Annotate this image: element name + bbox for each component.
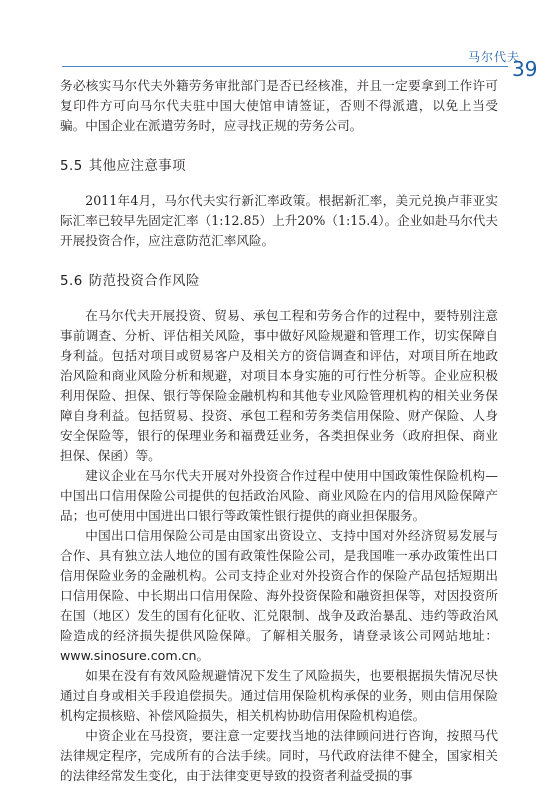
section-number: 5.5 xyxy=(60,159,83,174)
page-content xyxy=(60,76,498,786)
sinosure-website-link[interactable]: www.sinosure.com.cn xyxy=(60,648,197,663)
header-rule xyxy=(62,66,508,67)
running-header-title: 马尔代夫 xyxy=(468,50,521,64)
section-title-text: 防范投资合作风险 xyxy=(88,274,200,289)
risk-paragraph-2: 建议企业在马尔代夫开展对外投资合作过程中使用中国政策性保险机构—中国出口信用保险公司提供的包括政治风险、商业风险在内的信用风险保障产品；也可使用中国进出口银行等政策性银行提供的商业担保服务。 xyxy=(60,468,498,523)
risk-paragraph-5: 中资企业在马投资，要注意一定要找当地的法律顾问进行咨询，按照马代法律规定程序，完成所有的合法手续。同时，马代政府法律不健全，国家相关的法律经常发生变化，由于法律变更导致的投资者利益受损的事 xyxy=(60,728,498,783)
website-suffix: 。 xyxy=(196,648,210,663)
risk-paragraph-1: 在马尔代夫开展投资、贸易、承包工程和劳务合作的过程中，要特别注意事前调查、分析、评估相关风险，事中做好风险规避和管理工作，切实保障自身利益。包括对项目或贸易客户及相关方的资信调查和评估，对项目所在地政治风险和商业风险分析和规避，对项目本身实施的可行性分析等。企业应积极利用保险、担保、银行等保险金融机构和其他专业风险管理机构的相关业务保障自身利益。包括贸易、投资、承包工程和劳务类信用保险、财产保险、人身安全保险等，银行的保理业务和福费廷业务，各类担保业务（政府担保、商业担保、保函）等。 xyxy=(60,308,498,463)
page-number: 39 xyxy=(512,57,538,81)
exchange-rate-paragraph: 2011年4月，马尔代夫实行新汇率政策。根据新汇率，美元兑换卢菲亚实际汇率已较早先固定汇率（1:12.85）上升20%（1:15.4）。企业如赴马尔代夫开展投资合作，应注意防范汇率风险。 xyxy=(60,193,498,248)
sinosure-description: 中国出口信用保险公司是由国家出资设立、支持中国对外经济贸易发展与合作、具有独立法人地位的国有政策性保险公司，是我国唯一承办政策性出口信用保险业务的金融机构。公司支持企业对外投资合作的保险产品包括短期出口信用保险、中长期出口信用保险、海外投资保险和融资担保等，对因投资所在国（地区）发生的国有化征收、汇兑限制、战争及政治暴乱、违约等政治风险造成的经济损失提供风险保障。了解相关服务，请登录该公司网站地址： xyxy=(60,528,498,643)
section-number: 5.6 xyxy=(60,274,83,289)
intro-paragraph: 务必核实马尔代夫外籍劳务审批部门是否已经核准，并且一定要拿到工作许可复印件方可向马尔代夫驻中国大使馆申请签证，否则不得派遣，以免上当受骗。中国企业在派遣劳务时，应寻找正规的劳务公司。 xyxy=(60,78,498,133)
section-title-text: 其他应注意事项 xyxy=(88,159,187,174)
section-heading-5-6 xyxy=(60,272,498,292)
section-heading-5-5 xyxy=(60,157,498,177)
risk-paragraph-4: 如果在没有有效风险规避情况下发生了风险损失，也要根据损失情况尽快通过自身或相关手段追偿损失。通过信用保险机构承保的业务，则由信用保险机构定损核赔、补偿风险损失，相关机构协助信用保险机构追偿。 xyxy=(60,668,498,723)
risk-paragraph-3 xyxy=(60,526,498,666)
